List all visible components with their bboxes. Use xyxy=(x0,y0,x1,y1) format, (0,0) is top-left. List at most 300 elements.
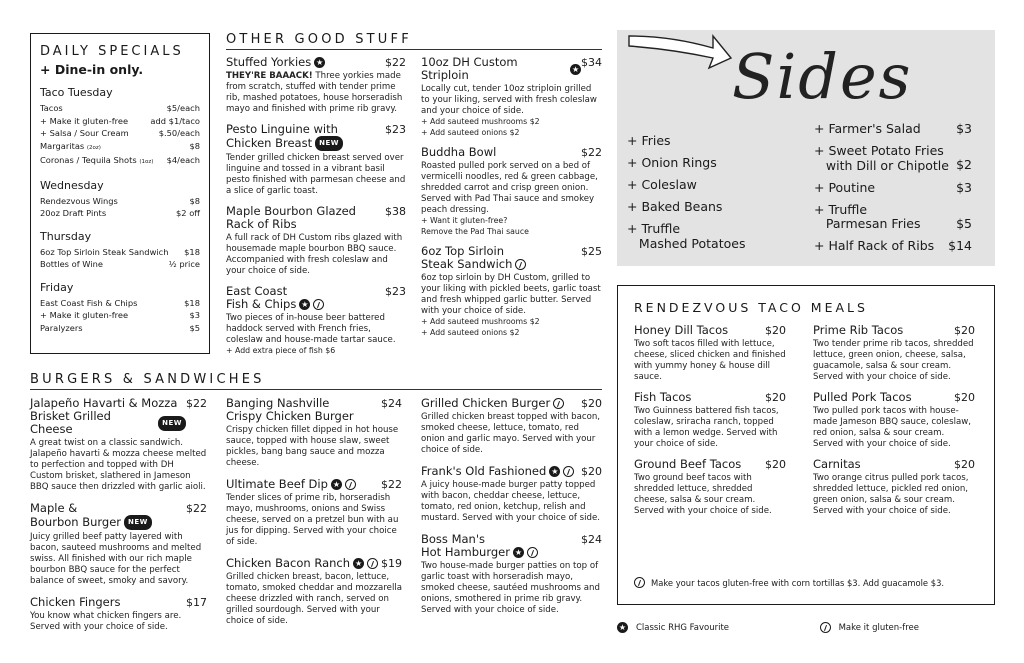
gluten-free-icon xyxy=(563,466,574,477)
menu-item xyxy=(634,391,786,450)
menu-item-header xyxy=(226,557,402,570)
new-badge: NEW xyxy=(124,515,152,530)
menu-item-addon: + Want it gluten-free? xyxy=(421,216,508,225)
menu-item-description xyxy=(30,532,207,587)
menu-item-addon: + Add sauteed onions $2 xyxy=(421,327,520,337)
menu-item-header xyxy=(634,458,786,471)
menu-item-title-2: Bourbon Burger xyxy=(30,515,122,529)
menu-item xyxy=(30,502,207,587)
special-row xyxy=(40,207,200,220)
menu-item-description xyxy=(421,480,602,524)
menu-item-header xyxy=(226,123,406,151)
menu-item-description-text: You know what chicken fingers are. Served with your choice of side. xyxy=(30,611,182,632)
menu-item-title: Fish Tacos xyxy=(634,390,692,404)
menu-item-price: $23 xyxy=(385,123,406,136)
side-item-name-line: + Truffle xyxy=(814,201,868,217)
gluten-free-icon xyxy=(313,299,324,310)
menu-item-name xyxy=(813,324,903,337)
menu-item-description-text: Grilled chicken breast, bacon, lettuce, tomato, smoked cheddar and mozzarella cheese drizzled with ranch, served on grilled sourdough. Served with your choice of side. xyxy=(226,572,402,626)
menu-item-description-text: A great twist on a classic sandwich. Jalapeño havarti & mozza cheese melted to perfection and topped with DH Custom brisket, slathered in Jameson BBQ sauce then drizzled with garlic aioli. xyxy=(30,438,207,492)
side-item-name-line: + Poutine xyxy=(814,179,876,195)
day-title: Thursday xyxy=(40,229,92,243)
legend-gf-label: Make it gluten-free xyxy=(838,622,919,633)
menu-item-description xyxy=(813,473,975,517)
day-title: Friday xyxy=(40,280,74,294)
menu-item-name-line xyxy=(226,298,324,311)
menu-item-name-line xyxy=(226,478,356,491)
special-name-text: 20oz Draft Pints xyxy=(40,208,107,218)
menu-item-name xyxy=(226,56,325,69)
menu-item-description xyxy=(421,561,602,616)
menu-item-name xyxy=(226,557,378,570)
star-icon xyxy=(617,622,628,633)
menu-item-name xyxy=(813,458,861,471)
other-column-2 xyxy=(421,56,602,346)
burgers-column-1 xyxy=(30,397,207,642)
menu-item-description-text: Crispy chicken fillet dipped in hot house sauce, topped with house slaw, sweet pickles, bang bang sauce and mozza cheese. xyxy=(226,425,399,468)
menu-item-header xyxy=(813,324,975,337)
menu-item-header xyxy=(421,397,602,410)
menu-item xyxy=(813,391,975,450)
menu-item-name xyxy=(226,397,354,423)
other-column-1 xyxy=(226,56,406,365)
menu-item-price: $38 xyxy=(385,205,406,218)
menu-item-title: Maple Bourbon Glazed xyxy=(226,204,356,218)
menu-item-name-line xyxy=(421,465,574,478)
special-row xyxy=(40,297,200,310)
menu-item xyxy=(634,324,786,383)
burgers-column-2 xyxy=(226,397,402,636)
menu-item-name xyxy=(30,596,120,609)
menu-item-description-text: Locally cut, tender 10oz striploin grilled to your liking, served with fresh coleslaw and your choice of side. xyxy=(421,84,597,116)
menu-item-title: Grilled Chicken Burger xyxy=(421,396,551,410)
day-title: Wednesday xyxy=(40,178,104,192)
star-icon xyxy=(353,558,364,569)
menu-item-title: Stuffed Yorkies xyxy=(226,55,312,69)
menu-item-price: $22 xyxy=(186,502,207,515)
special-row xyxy=(40,102,200,115)
special-size: (1oz) xyxy=(139,159,154,165)
special-name-text: Bottles of Wine xyxy=(40,259,103,269)
special-row xyxy=(40,322,200,335)
menu-item-description xyxy=(226,71,406,115)
taco-column-2 xyxy=(813,324,975,525)
menu-item-name-line xyxy=(634,458,741,471)
menu-item-price: $20 xyxy=(765,458,786,471)
menu-item-name-line xyxy=(226,410,354,423)
star-icon xyxy=(570,64,581,75)
dine-in-note: + Dine-in only. xyxy=(40,62,144,77)
menu-item xyxy=(421,56,602,138)
sides-title: Sides xyxy=(732,40,913,113)
menu-item xyxy=(226,123,406,197)
menu-item xyxy=(421,397,602,456)
menu-item xyxy=(226,56,406,115)
menu-item-description-text: A juicy house-made burger patty topped with bacon, cheddar cheese, lettuce, tomato, red onion, ketchup, relish and mustard. Served with your choice of side. xyxy=(421,480,600,523)
menu-item-header xyxy=(30,596,207,609)
special-row xyxy=(40,140,200,155)
sides-list-left xyxy=(627,134,797,259)
menu-item-name xyxy=(226,285,324,311)
menu-item-header xyxy=(421,533,602,559)
new-badge: NEW xyxy=(158,416,186,431)
menu-item xyxy=(634,458,786,517)
burgers-sandwiches-title: BURGERS & SANDWICHES xyxy=(30,372,265,387)
gluten-free-icon xyxy=(553,398,564,409)
menu-item-price: $22 xyxy=(186,397,207,410)
menu-item-description xyxy=(813,339,975,383)
gluten-free-icon xyxy=(527,547,538,558)
menu-item-price: $20 xyxy=(765,324,786,337)
menu-item xyxy=(226,557,402,627)
menu-item-name xyxy=(634,324,728,337)
menu-item-header xyxy=(813,391,975,404)
special-row xyxy=(40,154,200,169)
special-price: $18 xyxy=(184,246,200,257)
menu-item-name xyxy=(226,478,356,491)
menu-item-title-2: Rack of Ribs xyxy=(226,217,297,231)
menu-item-header xyxy=(226,478,402,491)
menu-item xyxy=(421,533,602,616)
menu-item-price: $20 xyxy=(954,324,975,337)
special-name xyxy=(40,115,128,128)
menu-item xyxy=(813,324,975,383)
menu-item-price: $17 xyxy=(186,596,207,609)
side-item-price: $14 xyxy=(948,238,972,253)
section-divider xyxy=(30,389,602,390)
special-name xyxy=(40,322,83,335)
menu-item-title: Ground Beef Tacos xyxy=(634,457,742,471)
menu-item-price: $22 xyxy=(385,56,406,69)
menu-item-price: $25 xyxy=(581,245,602,258)
menu-item-name-line xyxy=(226,218,356,231)
day-title: Taco Tuesday xyxy=(40,86,113,99)
menu-item-description-text: 6oz top sirloin by DH Custom, grilled to your liking with pickled beets, garlic toast and fresh whipped garlic butter. Served with your choice of side. xyxy=(421,273,601,316)
menu-item xyxy=(421,245,602,338)
menu-item-description-text: Two pulled pork tacos with house-made Jameson BBQ sauce, coleslaw, red onion, salsa & sour cream. Served with your choice of side. xyxy=(813,406,971,449)
menu-item-description-text: Tender grilled chicken breast served over linguine and tossed in a vibrant basil pesto finished with parmesan cheese and a slice of garlic toast. xyxy=(226,153,406,196)
side-item xyxy=(814,144,972,173)
side-item-name-line: with Dill or Chipotle xyxy=(814,157,949,173)
menu-item-name-line xyxy=(30,596,120,609)
menu-item xyxy=(421,146,602,237)
special-name xyxy=(40,309,128,322)
day-block-tuesday xyxy=(40,86,200,169)
legend-star-label: Classic RHG Favourite xyxy=(636,622,730,633)
menu-item-description xyxy=(634,339,786,383)
side-item: Mashed Potatoes xyxy=(627,235,746,251)
side-item-name xyxy=(814,144,949,173)
menu-item-name-line xyxy=(634,391,691,404)
menu-item-description-text: Juicy grilled beef patty layered with bacon, sauteed mushrooms and melted swiss. All finished with our rich maple bourbon BBQ sauce for the perfect balance of sweet, smoky and savory. xyxy=(30,532,202,586)
star-icon xyxy=(549,466,560,477)
sides-list-right xyxy=(814,122,972,261)
menu-item xyxy=(226,478,402,548)
special-name xyxy=(40,246,169,259)
new-badge: NEW xyxy=(315,136,343,151)
special-name xyxy=(40,207,106,220)
special-price: $2 off xyxy=(176,208,200,218)
menu-item-name xyxy=(30,397,186,436)
menu-item-header xyxy=(421,465,602,478)
taco-gluten-free-note xyxy=(634,577,944,588)
menu-item xyxy=(813,458,975,517)
side-item: + Coleslaw xyxy=(627,177,697,192)
menu-item-description-text: Roasted pulled pork served on a bed of vermicelli noodles, red & green cabbage, shredded carrot and crisp green onion. Served with Pad Thai sauce and smokey peach dressing. xyxy=(421,161,598,215)
side-item-name xyxy=(814,203,921,232)
menu-item-name-line xyxy=(226,56,325,69)
menu-item-description-text: Two ground beef tacos with shredded lettuce, shredded cheese, salsa & sour cream. Served with your choice of side. xyxy=(634,473,772,516)
menu-item-header xyxy=(226,397,402,423)
star-icon xyxy=(331,479,342,490)
menu-item-description-text: Two orange citrus pulled pork tacos, shredded lettuce, pickled red onion, green onion, salsa & sour cream. Served with your choice of side. xyxy=(813,473,969,516)
menu-item-name xyxy=(421,56,581,82)
menu-item-name-line xyxy=(813,458,861,471)
menu-item-name xyxy=(226,205,356,231)
menu-item-price: $23 xyxy=(385,285,406,298)
menu-item xyxy=(226,205,406,277)
menu-item-description xyxy=(634,406,786,450)
menu-item-header xyxy=(226,56,406,69)
menu-item xyxy=(30,397,207,493)
menu-item-description xyxy=(421,84,602,117)
special-row xyxy=(40,246,200,259)
menu-item-name xyxy=(421,146,496,159)
menu-item-description-text: A full rack of DH Custom ribs glazed with housemade maple bourbon BBQ sauce. Accompanied with fresh coleslaw and your choice of side. xyxy=(226,233,403,276)
special-price: add $1/taco xyxy=(150,115,200,126)
menu-item-header xyxy=(30,397,207,436)
menu-item-addon: + Add sauteed onions $2 xyxy=(421,127,520,137)
menu-item-addon: + Add extra piece of fish $6 xyxy=(226,346,336,355)
side-item: + Onion Rings xyxy=(627,155,717,170)
special-name xyxy=(40,127,129,140)
menu-item-name-line xyxy=(421,56,581,82)
menu-item-addon: Remove the Pad Thai sauce xyxy=(421,226,529,236)
legend xyxy=(617,622,995,633)
menu-item-name-line xyxy=(421,546,538,559)
special-price: $3 xyxy=(189,310,200,320)
menu-item-title: Banging Nashville xyxy=(226,396,330,410)
menu-item-price: $20 xyxy=(581,397,602,410)
daily-specials-title: DAILY SPECIALS xyxy=(40,44,184,59)
menu-item-name xyxy=(421,397,564,410)
menu-item-description xyxy=(421,161,602,216)
menu-item-description xyxy=(813,406,975,450)
menu-item-name-line xyxy=(30,515,152,530)
side-item-price: $3 xyxy=(956,179,972,195)
menu-item-price: $24 xyxy=(581,533,602,546)
menu-item-title: Jalapeño Havarti & Mozza xyxy=(30,396,178,410)
menu-item-name-line xyxy=(421,397,564,410)
menu-item-price: $24 xyxy=(381,397,402,410)
menu-item-title-2: Brisket Grilled Cheese xyxy=(30,409,111,436)
menu-item-title: Honey Dill Tacos xyxy=(634,323,729,337)
menu-item xyxy=(421,465,602,524)
special-name xyxy=(40,154,153,169)
taco-meals-panel xyxy=(617,285,995,605)
special-name xyxy=(40,140,101,155)
menu-item-title-2: Crispy Chicken Burger xyxy=(226,409,354,423)
special-row xyxy=(40,258,200,271)
menu-item-price: $20 xyxy=(581,465,602,478)
menu-item-description-text: Tender slices of prime rib, horseradish mayo, mushrooms, onions and Swiss cheese, served on a pretzel bun with au jus for dipping. Served with your choice of side. xyxy=(226,493,399,547)
menu-item-name xyxy=(634,391,691,404)
side-item: + Fries xyxy=(627,133,671,148)
menu-item-title: East Coast xyxy=(226,284,288,298)
star-icon xyxy=(513,547,524,558)
menu-item-title: Maple & xyxy=(30,501,78,515)
gluten-free-icon xyxy=(515,259,526,270)
special-size: (2oz) xyxy=(86,144,101,151)
menu-item-name-line xyxy=(30,502,152,515)
menu-item-name xyxy=(421,533,538,559)
special-name xyxy=(40,297,137,310)
menu-item-header xyxy=(634,324,786,337)
special-name xyxy=(40,195,118,208)
taco-column-1 xyxy=(634,324,786,525)
menu-item-description xyxy=(421,412,602,456)
special-name-text: Paralyzers xyxy=(40,322,83,333)
side-item-name xyxy=(814,181,875,196)
menu-item-header xyxy=(634,391,786,404)
menu-item-title: Chicken Bacon Ranch xyxy=(226,556,351,570)
menu-item-price: $20 xyxy=(954,458,975,471)
menu-item-title-2: Fish & Chips xyxy=(226,297,297,311)
menu-item-price: $22 xyxy=(581,146,602,159)
menu-item-name-line xyxy=(226,123,343,136)
taco-note-text: Make your tacos gluten-free with corn tortillas $3. Add guacamole $3. xyxy=(651,577,945,588)
menu-item-price: $34 xyxy=(581,56,602,69)
special-name xyxy=(40,258,103,271)
day-block-friday xyxy=(40,281,200,335)
special-name-text: 6oz Top Sirloin Steak Sandwich xyxy=(40,246,169,257)
menu-item-price: $20 xyxy=(765,391,786,404)
menu-item-title-2: Hot Hamburger xyxy=(421,545,510,559)
menu-item-name-line xyxy=(226,136,343,151)
menu-item-header xyxy=(421,245,602,271)
menu-item-title: Ultimate Beef Dip xyxy=(226,477,328,491)
special-row xyxy=(40,115,200,128)
menu-item-addon: + Add sauteed mushrooms $2 xyxy=(421,117,540,126)
menu-item-description xyxy=(226,572,402,627)
special-price: $18 xyxy=(184,297,200,308)
special-name-text: + Salsa / Sour Cream xyxy=(40,128,129,138)
menu-item-title: Prime Rib Tacos xyxy=(813,323,904,337)
menu-item xyxy=(30,596,207,633)
side-item-name-line: + Farmer's Salad xyxy=(814,121,921,136)
special-name-text: Margaritas xyxy=(40,140,85,151)
menu-item-description xyxy=(226,313,406,346)
side-item-name-line: Parmesan Fries xyxy=(814,216,921,231)
special-name-text: Coronas / Tequila Shots xyxy=(40,155,137,165)
menu-item-description xyxy=(226,493,402,548)
menu-item-description-text: Two pieces of in-house beer battered haddock served with French fries, coleslaw and house-made tartar sauce. xyxy=(226,313,396,345)
menu-item-name-line xyxy=(421,146,496,159)
menu-item-description xyxy=(226,233,406,277)
side-item-name-line: + Sweet Potato Fries xyxy=(814,143,944,158)
menu-item-header xyxy=(421,146,602,159)
menu-item-title: Boss Man's xyxy=(421,532,485,546)
gluten-free-icon xyxy=(367,558,378,569)
special-price: $8 xyxy=(189,140,200,151)
special-price: $8 xyxy=(189,195,200,206)
side-item: + Baked Beans xyxy=(627,199,723,214)
menu-item-name xyxy=(813,391,912,404)
side-item-name-line: + Half Rack of Ribs xyxy=(814,238,935,253)
side-item-price: $2 xyxy=(956,157,972,172)
other-good-stuff-title: OTHER GOOD STUFF xyxy=(226,32,412,47)
menu-item-header xyxy=(226,285,406,311)
side-item xyxy=(814,239,972,254)
menu-item-title: Frank's Old Fashioned xyxy=(421,464,547,478)
menu-item-tagline: THEY'RE BAAACK! xyxy=(226,71,313,81)
side-item xyxy=(814,122,972,137)
star-icon xyxy=(299,299,310,310)
special-price: $4/each xyxy=(166,155,200,165)
menu-item-description xyxy=(30,611,207,633)
side-item xyxy=(814,181,972,196)
menu-item-header xyxy=(421,56,602,82)
special-name-text: + Make it gluten-free xyxy=(40,115,129,126)
menu-item-description xyxy=(226,153,406,197)
side-item-price: $3 xyxy=(956,121,972,136)
menu-item-title: Pulled Pork Tacos xyxy=(813,390,912,404)
menu-item-header xyxy=(30,502,207,530)
special-row xyxy=(40,309,200,322)
taco-meals-title: RENDEZVOUS TACO MEALS xyxy=(634,300,868,315)
gluten-free-icon xyxy=(345,479,356,490)
section-divider xyxy=(226,49,602,50)
side-item-name xyxy=(814,122,921,137)
menu-item xyxy=(226,285,406,357)
arrow-icon xyxy=(625,18,735,78)
menu-item-description-text: Two house-made burger patties on top of garlic toast with horseradish mayo, smoked cheese, sautéed mushrooms and onions, smothered in prime rib gravy. Served with your choice of side. xyxy=(421,561,600,615)
menu-item-name xyxy=(421,245,526,271)
menu-item-title: Pesto Linguine with xyxy=(226,122,338,136)
menu-item-title: 6oz Top Sirloin xyxy=(421,244,505,258)
menu-item-name xyxy=(634,458,741,471)
menu-item-title-2: Steak Sandwich xyxy=(421,257,513,271)
side-item-price: $5 xyxy=(956,215,972,231)
menu-item-name-line xyxy=(813,391,912,404)
menu-item-name xyxy=(421,465,574,478)
menu-item-addon: + Add sauteed mushrooms $2 xyxy=(421,317,540,326)
special-price: $5/each xyxy=(166,103,200,113)
legend-gf xyxy=(820,622,919,633)
special-row xyxy=(40,127,200,140)
menu-item-description-text: Two Guinness battered fish tacos, coleslaw, sriracha ranch, topped with a lemon wedge. Served with your choice of side. xyxy=(634,406,779,449)
special-name-text: Rendezvous Wings xyxy=(40,195,118,206)
menu-item-description-text: Grilled chicken breast topped with bacon, smoked cheese, lettuce, tomato, red onion and garlic mayo. Served with your choice of side. xyxy=(421,412,601,455)
menu-item-description-text: Three yorkies made from scratch, stuffed with tender prime rib, mashed potatoes, house horseradish mayo and finished with prime rib gravy. xyxy=(226,71,403,114)
gluten-free-icon xyxy=(820,622,831,633)
burgers-column-3 xyxy=(421,397,602,625)
day-block-wednesday xyxy=(40,179,200,220)
special-row xyxy=(40,195,200,208)
side-item: + Truffle xyxy=(627,221,681,236)
menu-item-name-line xyxy=(421,258,526,271)
menu-item-price: $20 xyxy=(954,391,975,404)
daily-specials-panel xyxy=(30,33,210,354)
menu-item-name xyxy=(30,502,152,530)
menu-item-title: 10oz DH Custom Striploin xyxy=(421,55,518,82)
star-icon xyxy=(314,57,325,68)
menu-item-title: Chicken Fingers xyxy=(30,595,121,609)
special-price: $.50/each xyxy=(158,128,200,138)
menu-item-price: $22 xyxy=(381,478,402,491)
sides-panel xyxy=(617,30,995,266)
menu-item-description xyxy=(634,473,786,517)
